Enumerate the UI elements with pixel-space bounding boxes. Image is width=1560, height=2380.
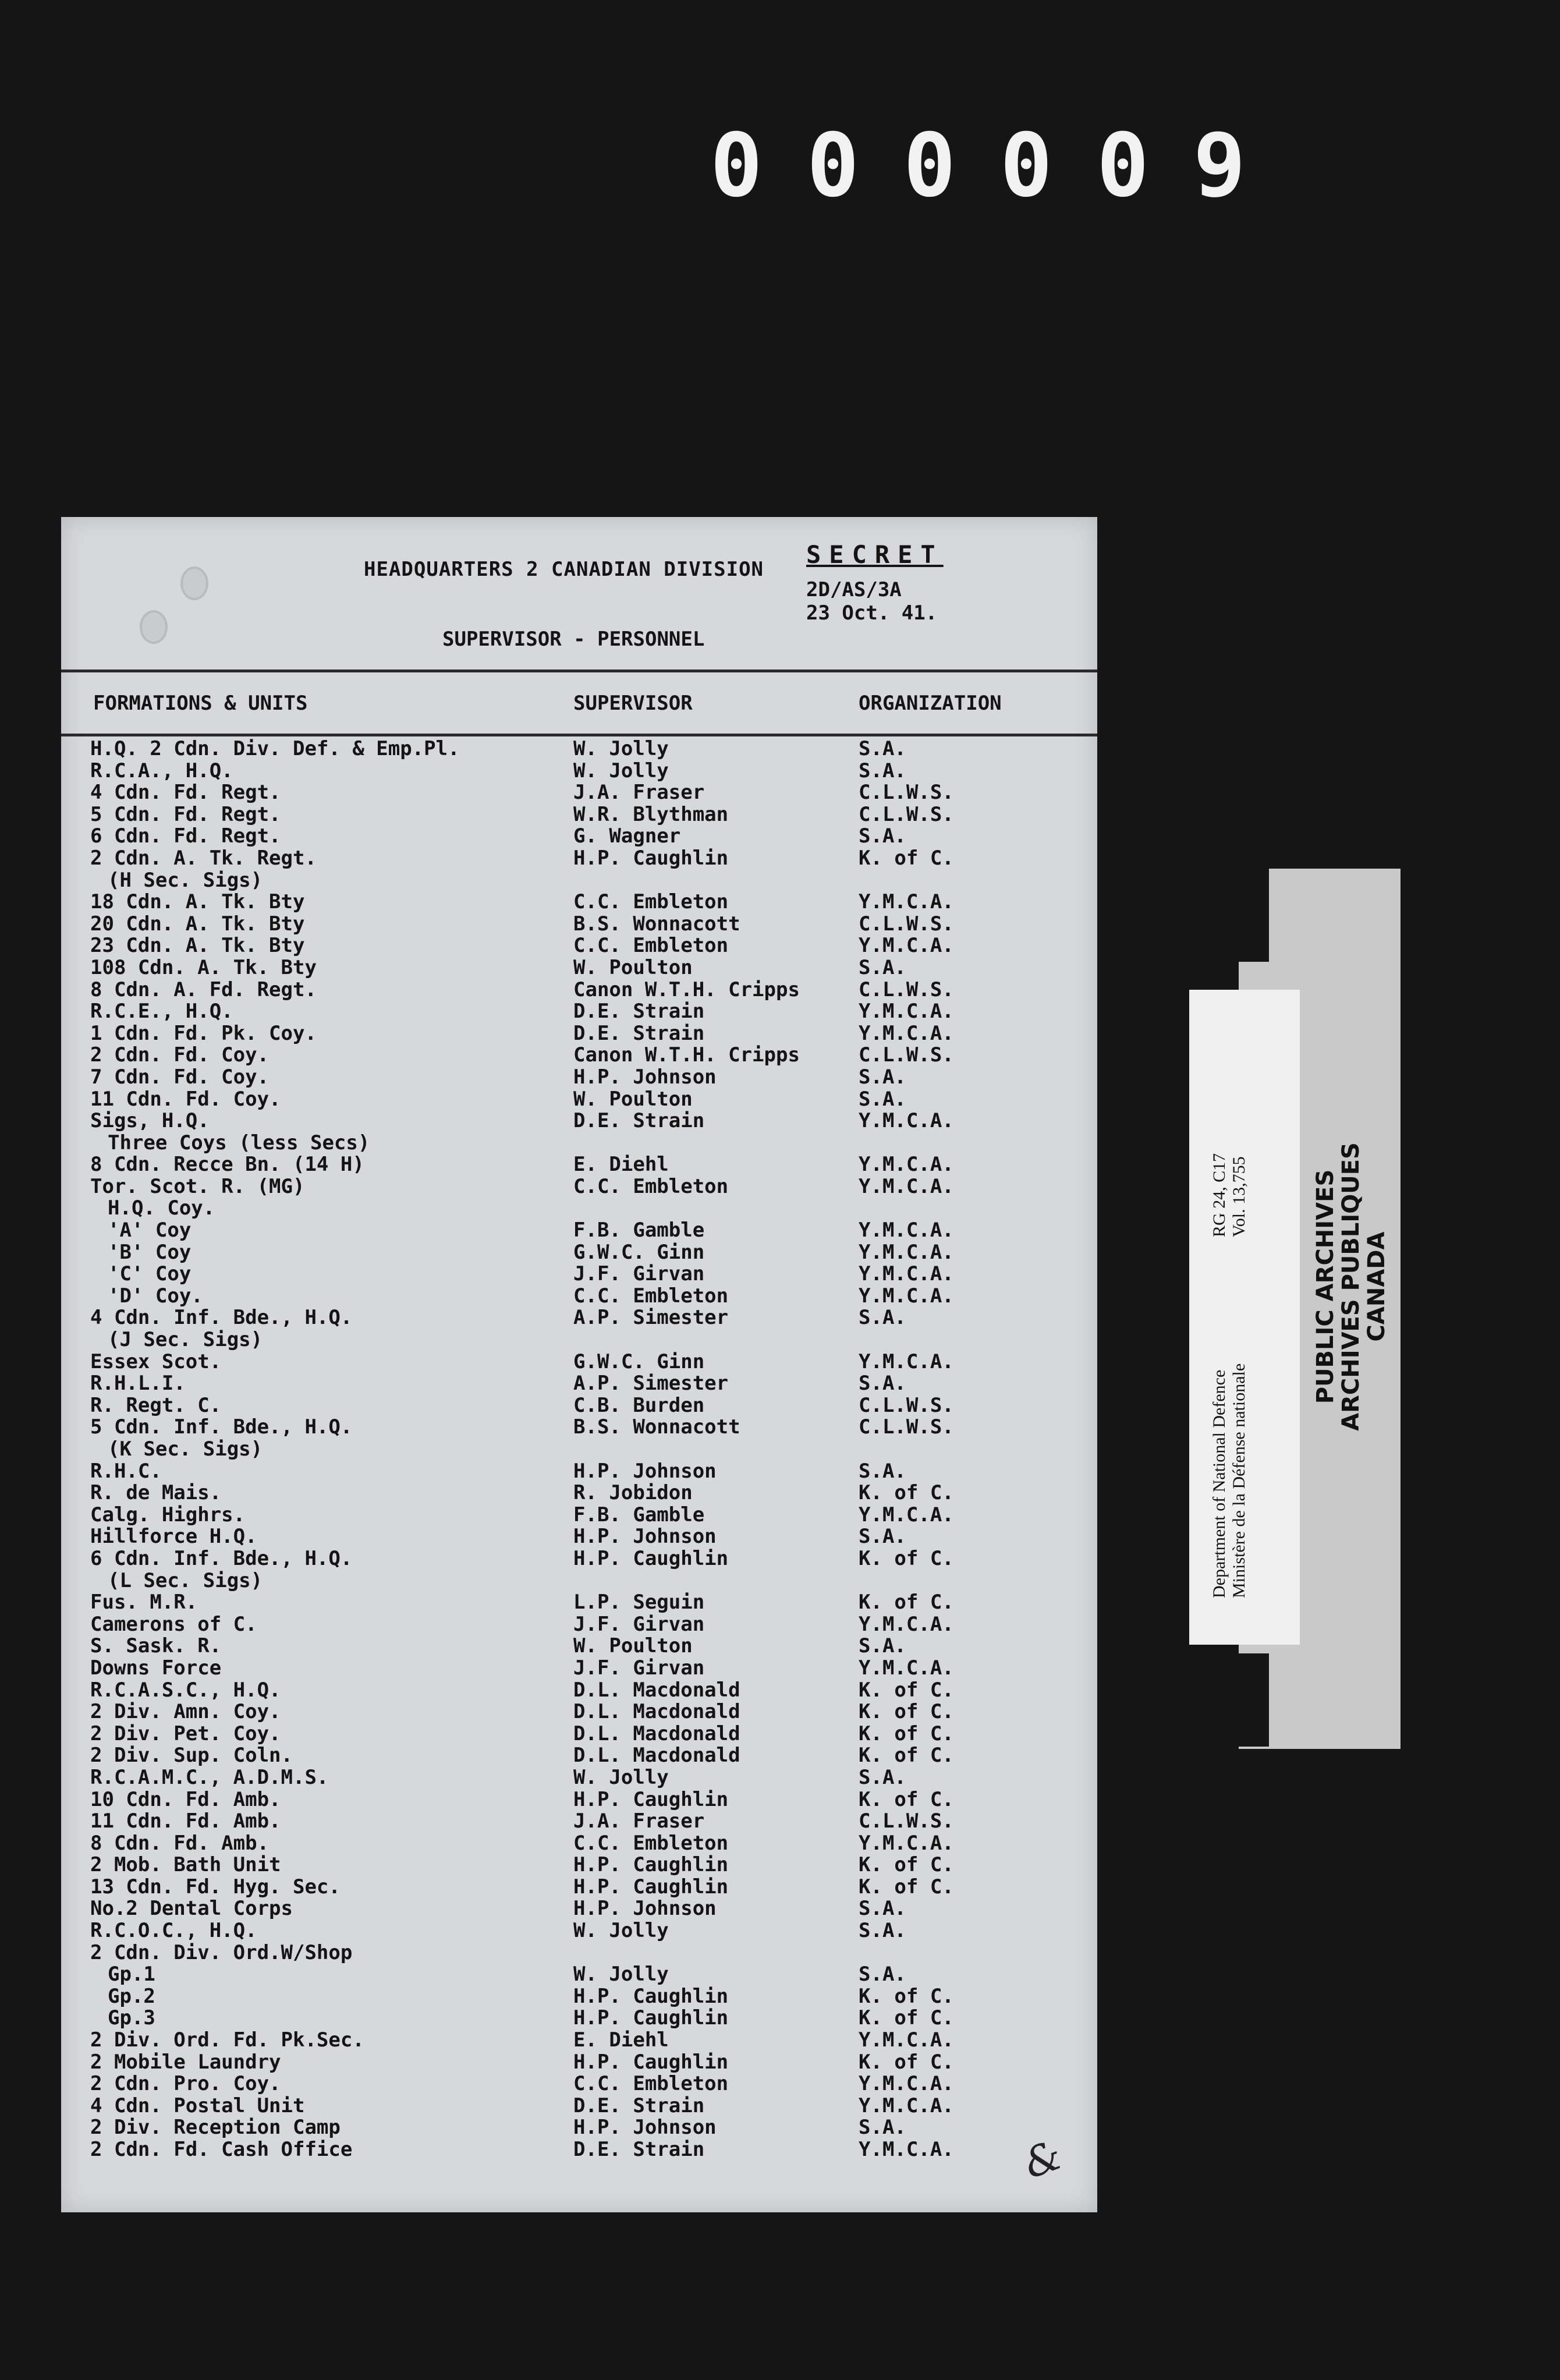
frame-digit: 0 — [710, 115, 763, 217]
column-header-supervisor: SUPERVISOR — [573, 692, 693, 715]
unit-cell: 2 Mob. Bath Unit — [90, 1853, 281, 1877]
supervisor-cell: B.S. Wonnacott — [573, 912, 740, 936]
supervisor-cell: H.P. Johnson — [573, 1065, 717, 1089]
organization-cell: Y.M.C.A. — [859, 934, 954, 958]
unit-cell: 2 Div. Amn. Coy. — [90, 1700, 281, 1724]
frame-digit: 0 — [903, 115, 956, 217]
supervisor-cell: W. Poulton — [573, 1087, 693, 1111]
organization-cell: S.A. — [859, 1919, 906, 1943]
unit-cell: 4 Cdn. Inf. Bde., H.Q. — [90, 1306, 353, 1330]
unit-cell: 2 Cdn. Div. Ord.W/Shop — [90, 1940, 353, 1964]
organization-cell: K. of C. — [859, 1875, 954, 1899]
unit-cell: R. Regt. C. — [90, 1393, 222, 1417]
table-row — [61, 1154, 1097, 1176]
organization-cell: Y.M.C.A. — [859, 1831, 954, 1855]
unit-cell: 1 Cdn. Fd. Pk. Coy. — [90, 1021, 317, 1045]
label-notch — [1239, 1653, 1269, 1747]
unit-cell: 'D' Coy. — [108, 1284, 203, 1308]
organization-cell: K. of C. — [859, 1481, 954, 1505]
supervisor-cell: Canon W.T.H. Cripps — [573, 978, 800, 1001]
table-row — [61, 1614, 1097, 1636]
organization-cell: Y.M.C.A. — [859, 1174, 954, 1198]
organization-cell: Y.M.C.A. — [859, 1503, 954, 1527]
unit-cell: 23 Cdn. A. Tk. Bty — [90, 934, 305, 958]
unit-cell: 7 Cdn. Fd. Coy. — [90, 1065, 270, 1089]
unit-cell: 11 Cdn. Fd. Amb. — [90, 1809, 281, 1833]
organization-cell: S.A. — [859, 1525, 906, 1549]
supervisor-cell: D.L. Macdonald — [573, 1700, 740, 1724]
table-row — [61, 1461, 1097, 1483]
table-row — [61, 1110, 1097, 1132]
organization-cell: S.A. — [859, 1306, 906, 1330]
unit-cell: 'C' Coy — [108, 1262, 192, 1286]
organization-cell: S.A. — [859, 1634, 906, 1658]
supervisor-cell: W. Jolly — [573, 759, 669, 782]
supervisor-cell: R. Jobidon — [573, 1481, 693, 1505]
table-row — [61, 2095, 1097, 2117]
organization-cell: K. of C. — [859, 2050, 954, 2074]
organization-cell: Y.M.C.A. — [859, 1000, 954, 1023]
organization-cell: S.A. — [859, 737, 906, 760]
table-row — [61, 1198, 1097, 1220]
organization-cell: K. of C. — [859, 846, 954, 870]
organization-cell: K. of C. — [859, 1787, 954, 1811]
organization-cell: Y.M.C.A. — [859, 1612, 954, 1636]
organization-cell: K. of C. — [859, 1591, 954, 1614]
supervisor-cell: W. Jolly — [573, 1919, 669, 1943]
organization-cell: C.L.W.S. — [859, 1809, 954, 1833]
supervisor-cell: J.A. Fraser — [573, 781, 705, 805]
table-row — [61, 1242, 1097, 1264]
table-row — [61, 1373, 1097, 1395]
supervisor-cell: H.P. Johnson — [573, 2116, 717, 2140]
table-row — [61, 1329, 1097, 1351]
supervisor-cell: H.P. Caughlin — [573, 1875, 729, 1899]
organization-cell: K. of C. — [859, 1722, 954, 1745]
table-row — [61, 848, 1097, 870]
supervisor-cell: Canon W.T.H. Cripps — [573, 1043, 800, 1067]
label-notch — [1239, 869, 1269, 962]
table-row — [61, 1964, 1097, 1986]
organization-cell: S.A. — [859, 2116, 906, 2140]
organization-cell: S.A. — [859, 1765, 906, 1789]
organization-cell: Y.M.C.A. — [859, 1656, 954, 1680]
supervisor-cell: H.P. Caughlin — [573, 2050, 729, 2074]
unit-cell: R.C.A.M.C., A.D.M.S. — [90, 1765, 329, 1789]
organization-cell: Y.M.C.A. — [859, 1284, 954, 1308]
organization-cell: S.A. — [859, 1087, 906, 1111]
supervisor-cell: C.C. Embleton — [573, 1284, 729, 1308]
unit-cell: Gp.3 — [108, 2006, 155, 2030]
table-row — [61, 2030, 1097, 2052]
unit-cell: 10 Cdn. Fd. Amb. — [90, 1787, 281, 1811]
supervisor-cell: G.W.C. Ginn — [573, 1350, 705, 1373]
table-row — [61, 1854, 1097, 1876]
supervisor-cell: H.P. Johnson — [573, 1459, 717, 1483]
table-row — [61, 1876, 1097, 1899]
organization-cell: K. of C. — [859, 1744, 954, 1768]
record-group: RG 24, C17 — [1210, 1153, 1229, 1237]
organization-cell: S.A. — [859, 1372, 906, 1396]
supervisor-cell: B.S. Wonnacott — [573, 1415, 740, 1439]
table-row — [61, 1439, 1097, 1461]
table-row — [61, 1635, 1097, 1658]
unit-cell: 2 Div. Ord. Fd. Pk.Sec. — [90, 2028, 364, 2052]
unit-cell: Essex Scot. — [90, 1350, 222, 1373]
organization-cell: Y.M.C.A. — [859, 1021, 954, 1045]
supervisor-cell: J.A. Fraser — [573, 1809, 705, 1833]
supervisor-cell: H.P. Caughlin — [573, 846, 729, 870]
supervisor-cell: J.F. Girvan — [573, 1262, 705, 1286]
table-row — [61, 913, 1097, 936]
organization-cell: Y.M.C.A. — [859, 1219, 954, 1242]
supervisor-cell: W. Poulton — [573, 1634, 693, 1658]
unit-cell: (K Sec. Sigs) — [108, 1437, 263, 1461]
organization-cell: C.L.W.S. — [859, 1043, 954, 1067]
unit-cell: Camerons of C. — [90, 1612, 257, 1636]
supervisor-cell: W.R. Blythman — [573, 802, 729, 826]
unit-cell: S. Sask. R. — [90, 1634, 222, 1658]
table-row — [61, 2052, 1097, 2074]
organization-cell: C.L.W.S. — [859, 1393, 954, 1417]
frame-digit: 0 — [806, 115, 860, 217]
archives-name-line: PUBLIC ARCHIVES — [1312, 1169, 1339, 1404]
supervisor-cell: F.B. Gamble — [573, 1503, 705, 1527]
organization-cell: Y.M.C.A. — [859, 1240, 954, 1264]
table-row — [61, 1898, 1097, 1920]
table-row — [61, 1416, 1097, 1439]
table-row — [61, 2139, 1097, 2161]
supervisor-cell: A.P. Simester — [573, 1372, 729, 1396]
unit-cell: R.C.A.S.C., H.Q. — [90, 1678, 281, 1702]
organization-cell: Y.M.C.A. — [859, 2094, 954, 2117]
unit-cell: Three Coys (less Secs) — [108, 1131, 370, 1154]
unit-cell: 5 Cdn. Fd. Regt. — [90, 802, 281, 826]
supervisor-cell: D.L. Macdonald — [573, 1744, 740, 1768]
table-row — [61, 1504, 1097, 1527]
unit-cell: 2 Div. Reception Camp — [90, 2116, 341, 2140]
header-rule — [61, 670, 1097, 672]
unit-cell: Gp.1 — [108, 1963, 155, 1986]
frame-number — [699, 115, 1257, 217]
organization-cell: K. of C. — [859, 1700, 954, 1724]
unit-cell: (J Sec. Sigs) — [108, 1328, 263, 1352]
supervisor-cell: H.P. Caughlin — [573, 1853, 729, 1877]
unit-cell: 6 Cdn. Inf. Bde., H.Q. — [90, 1546, 353, 1570]
table-row — [61, 1023, 1097, 1045]
table-row — [61, 1351, 1097, 1373]
unit-cell: 2 Mobile Laundry — [90, 2050, 281, 2074]
document-date: 23 Oct. 41. — [806, 601, 938, 625]
organization-cell: Y.M.C.A. — [859, 1153, 954, 1177]
unit-cell: R.H.C. — [90, 1459, 162, 1483]
unit-cell: 2 Cdn. Pro. Coy. — [90, 2072, 281, 2096]
table-row — [61, 957, 1097, 979]
supervisor-cell: E. Diehl — [573, 2028, 669, 2052]
organization-cell: K. of C. — [859, 1984, 954, 2008]
supervisor-cell: W. Jolly — [573, 737, 669, 760]
supervisor-cell: C.C. Embleton — [573, 1831, 729, 1855]
supervisor-cell: C.C. Embleton — [573, 2072, 729, 2096]
table-row — [61, 2117, 1097, 2139]
unit-cell: 2 Cdn. A. Tk. Regt. — [90, 846, 317, 870]
unit-cell: 2 Cdn. Fd. Cash Office — [90, 2138, 353, 2161]
table-row — [61, 804, 1097, 826]
unit-cell: 5 Cdn. Inf. Bde., H.Q. — [90, 1415, 353, 1439]
organization-cell: S.A. — [859, 955, 906, 979]
supervisor-cell: W. Poulton — [573, 955, 693, 979]
unit-cell: 'A' Coy — [108, 1219, 192, 1242]
unit-cell: 'B' Coy — [108, 1240, 192, 1264]
supervisor-cell: C.C. Embleton — [573, 890, 729, 914]
frame-digit: 0 — [999, 115, 1053, 217]
table-row — [61, 1307, 1097, 1329]
table-row — [61, 1811, 1097, 1833]
unit-cell: 4 Cdn. Postal Unit — [90, 2094, 305, 2117]
supervisor-cell: C.C. Embleton — [573, 1174, 729, 1198]
organization-cell: S.A. — [859, 1459, 906, 1483]
table-row — [61, 1067, 1097, 1089]
unit-cell: R.C.A., H.Q. — [90, 759, 233, 782]
organization-cell: Y.M.C.A. — [859, 890, 954, 914]
supervisor-cell: H.P. Johnson — [573, 1525, 717, 1549]
archives-name-line: CANADA — [1363, 1231, 1390, 1342]
table-row — [61, 2007, 1097, 2030]
unit-cell: 2 Div. Pet. Coy. — [90, 1722, 281, 1745]
supervisor-cell: H.P. Caughlin — [573, 1787, 729, 1811]
organization-cell: Y.M.C.A. — [859, 2138, 954, 2161]
organization-cell: K. of C. — [859, 1546, 954, 1570]
unit-cell: Tor. Scot. R. (MG) — [90, 1174, 305, 1198]
supervisor-cell: J.F. Girvan — [573, 1612, 705, 1636]
organization-cell: C.L.W.S. — [859, 978, 954, 1001]
unit-cell: (L Sec. Sigs) — [108, 1568, 263, 1592]
table-row — [61, 1548, 1097, 1570]
table-row — [61, 1526, 1097, 1548]
organization-cell: K. of C. — [859, 1853, 954, 1877]
organization-cell: S.A. — [859, 1897, 906, 1921]
organization-cell: Y.M.C.A. — [859, 1109, 954, 1133]
supervisor-cell: H.P. Caughlin — [573, 1546, 729, 1570]
organization-cell: C.L.W.S. — [859, 1415, 954, 1439]
unit-cell: H.Q. 2 Cdn. Div. Def. & Emp.Pl. — [90, 737, 460, 760]
archives-name — [1313, 1124, 1389, 1450]
punch-hole — [140, 610, 168, 644]
table-row — [61, 979, 1097, 1001]
volume-number: Vol. 13,755 — [1229, 1156, 1249, 1237]
organization-cell: S.A. — [859, 1963, 906, 1986]
document-title: HEADQUARTERS 2 CANADIAN DIVISION — [364, 558, 764, 581]
supervisor-cell: D.E. Strain — [573, 2094, 705, 2117]
unit-cell: Gp.2 — [108, 1984, 155, 2008]
table-row — [61, 1767, 1097, 1789]
table-row — [61, 1132, 1097, 1154]
unit-cell: Downs Force — [90, 1656, 222, 1680]
column-header-organization: ORGANIZATION — [859, 692, 1002, 715]
unit-cell: (H Sec. Sigs) — [108, 868, 263, 892]
unit-cell: 8 Cdn. Recce Bn. (14 H) — [90, 1153, 364, 1177]
column-header-units: FORMATIONS & UNITS — [93, 692, 308, 715]
supervisor-cell: W. Jolly — [573, 1765, 669, 1789]
table-row — [61, 1942, 1097, 1964]
supervisor-cell: G.W.C. Ginn — [573, 1240, 705, 1264]
table-row — [61, 1395, 1097, 1417]
table-row — [61, 1001, 1097, 1023]
department-stamp — [1210, 1363, 1249, 1598]
unit-cell: Sigs, H.Q. — [90, 1109, 210, 1133]
document-subtitle: SUPERVISOR - PERSONNEL — [442, 628, 705, 651]
unit-cell: R.C.E., H.Q. — [90, 1000, 233, 1023]
unit-cell: Calg. Highrs. — [90, 1503, 246, 1527]
table-row — [61, 2073, 1097, 2095]
unit-cell: 6 Cdn. Fd. Regt. — [90, 824, 281, 848]
supervisor-cell: C.C. Embleton — [573, 934, 729, 958]
table-row — [61, 1044, 1097, 1067]
supervisor-cell: H.P. Johnson — [573, 1897, 717, 1921]
punch-hole — [180, 566, 208, 600]
archives-name-line: ARCHIVES PUBLIQUES — [1338, 1142, 1364, 1431]
organization-cell: Y.M.C.A. — [859, 2028, 954, 2052]
table-row — [61, 935, 1097, 957]
supervisor-cell: D.L. Macdonald — [573, 1722, 740, 1745]
supervisor-cell: D.E. Strain — [573, 1109, 705, 1133]
table-row — [61, 1176, 1097, 1198]
unit-cell: 13 Cdn. Fd. Hyg. Sec. — [90, 1875, 341, 1899]
supervisor-cell: G. Wagner — [573, 824, 681, 848]
unit-cell: 11 Cdn. Fd. Coy. — [90, 1087, 281, 1111]
table-row — [61, 782, 1097, 804]
classification-mark: SECRET — [806, 540, 944, 569]
unit-cell: 18 Cdn. A. Tk. Bty — [90, 890, 305, 914]
organization-cell: C.L.W.S. — [859, 802, 954, 826]
table-row — [61, 870, 1097, 892]
supervisor-cell: L.P. Seguin — [573, 1591, 705, 1614]
supervisor-cell: D.L. Macdonald — [573, 1678, 740, 1702]
table-row — [61, 1285, 1097, 1308]
personnel-table — [61, 738, 1097, 2161]
organization-cell: C.L.W.S. — [859, 912, 954, 936]
unit-cell: R.C.O.C., H.Q. — [90, 1919, 257, 1943]
record-group-stamp — [1210, 1153, 1249, 1237]
unit-cell: 2 Cdn. Fd. Coy. — [90, 1043, 270, 1067]
unit-cell: 20 Cdn. A. Tk. Bty — [90, 912, 305, 936]
supervisor-cell: E. Diehl — [573, 1153, 669, 1177]
reference-number: 2D/AS/3A — [806, 578, 902, 601]
unit-cell: R. de Mais. — [90, 1481, 222, 1505]
column-header-rule — [61, 734, 1097, 736]
frame-digit: 9 — [1193, 115, 1246, 217]
organization-cell: K. of C. — [859, 2006, 954, 2030]
supervisor-cell: D.E. Strain — [573, 1021, 705, 1045]
organization-cell: Y.M.C.A. — [859, 1350, 954, 1373]
document-page — [61, 517, 1097, 2212]
table-row — [61, 1570, 1097, 1592]
frame-digit: 0 — [1096, 115, 1150, 217]
table-row — [61, 1220, 1097, 1242]
supervisor-cell: A.P. Simester — [573, 1306, 729, 1330]
supervisor-cell: C.B. Burden — [573, 1393, 705, 1417]
organization-cell: K. of C. — [859, 1678, 954, 1702]
supervisor-cell: H.P. Caughlin — [573, 2006, 729, 2030]
table-row — [61, 1789, 1097, 1811]
table-row — [61, 1833, 1097, 1855]
unit-cell: 8 Cdn. Fd. Amb. — [90, 1831, 270, 1855]
unit-cell: Fus. M.R. — [90, 1591, 198, 1614]
unit-cell: 2 Div. Sup. Coln. — [90, 1744, 293, 1768]
organization-cell: C.L.W.S. — [859, 781, 954, 805]
unit-cell: 108 Cdn. A. Tk. Bty — [90, 955, 317, 979]
table-row — [61, 1089, 1097, 1111]
table-row — [61, 1482, 1097, 1504]
unit-cell: Hillforce H.Q. — [90, 1525, 257, 1549]
unit-cell: H.Q. Coy. — [108, 1196, 215, 1220]
unit-cell: R.H.L.I. — [90, 1372, 186, 1396]
table-row — [61, 1701, 1097, 1723]
unit-cell: 8 Cdn. A. Fd. Regt. — [90, 978, 317, 1001]
table-row — [61, 1745, 1097, 1767]
organization-cell: S.A. — [859, 1065, 906, 1089]
unit-cell: No.2 Dental Corps — [90, 1897, 293, 1921]
table-row — [61, 1723, 1097, 1745]
table-row — [61, 738, 1097, 760]
unit-cell: 4 Cdn. Fd. Regt. — [90, 781, 281, 805]
department-en: Department of National Defence — [1210, 1369, 1229, 1598]
organization-cell: S.A. — [859, 824, 906, 848]
supervisor-cell: J.F. Girvan — [573, 1656, 705, 1680]
table-row — [61, 1658, 1097, 1680]
table-row — [61, 826, 1097, 848]
supervisor-cell: W. Jolly — [573, 1963, 669, 1986]
table-row — [61, 1680, 1097, 1702]
supervisor-cell: F.B. Gamble — [573, 1219, 705, 1242]
supervisor-cell: D.E. Strain — [573, 2138, 705, 2161]
organization-cell: Y.M.C.A. — [859, 2072, 954, 2096]
table-row — [61, 1986, 1097, 2008]
department-fr: Ministère de la Défense nationale — [1229, 1363, 1249, 1598]
table-row — [61, 1263, 1097, 1285]
table-row — [61, 1592, 1097, 1614]
organization-cell: Y.M.C.A. — [859, 1262, 954, 1286]
table-row — [61, 760, 1097, 782]
handwritten-initial: & — [1017, 2130, 1068, 2188]
supervisor-cell: H.P. Caughlin — [573, 1984, 729, 2008]
table-row — [61, 1920, 1097, 1942]
organization-cell: S.A. — [859, 759, 906, 782]
table-row — [61, 891, 1097, 913]
supervisor-cell: D.E. Strain — [573, 1000, 705, 1023]
